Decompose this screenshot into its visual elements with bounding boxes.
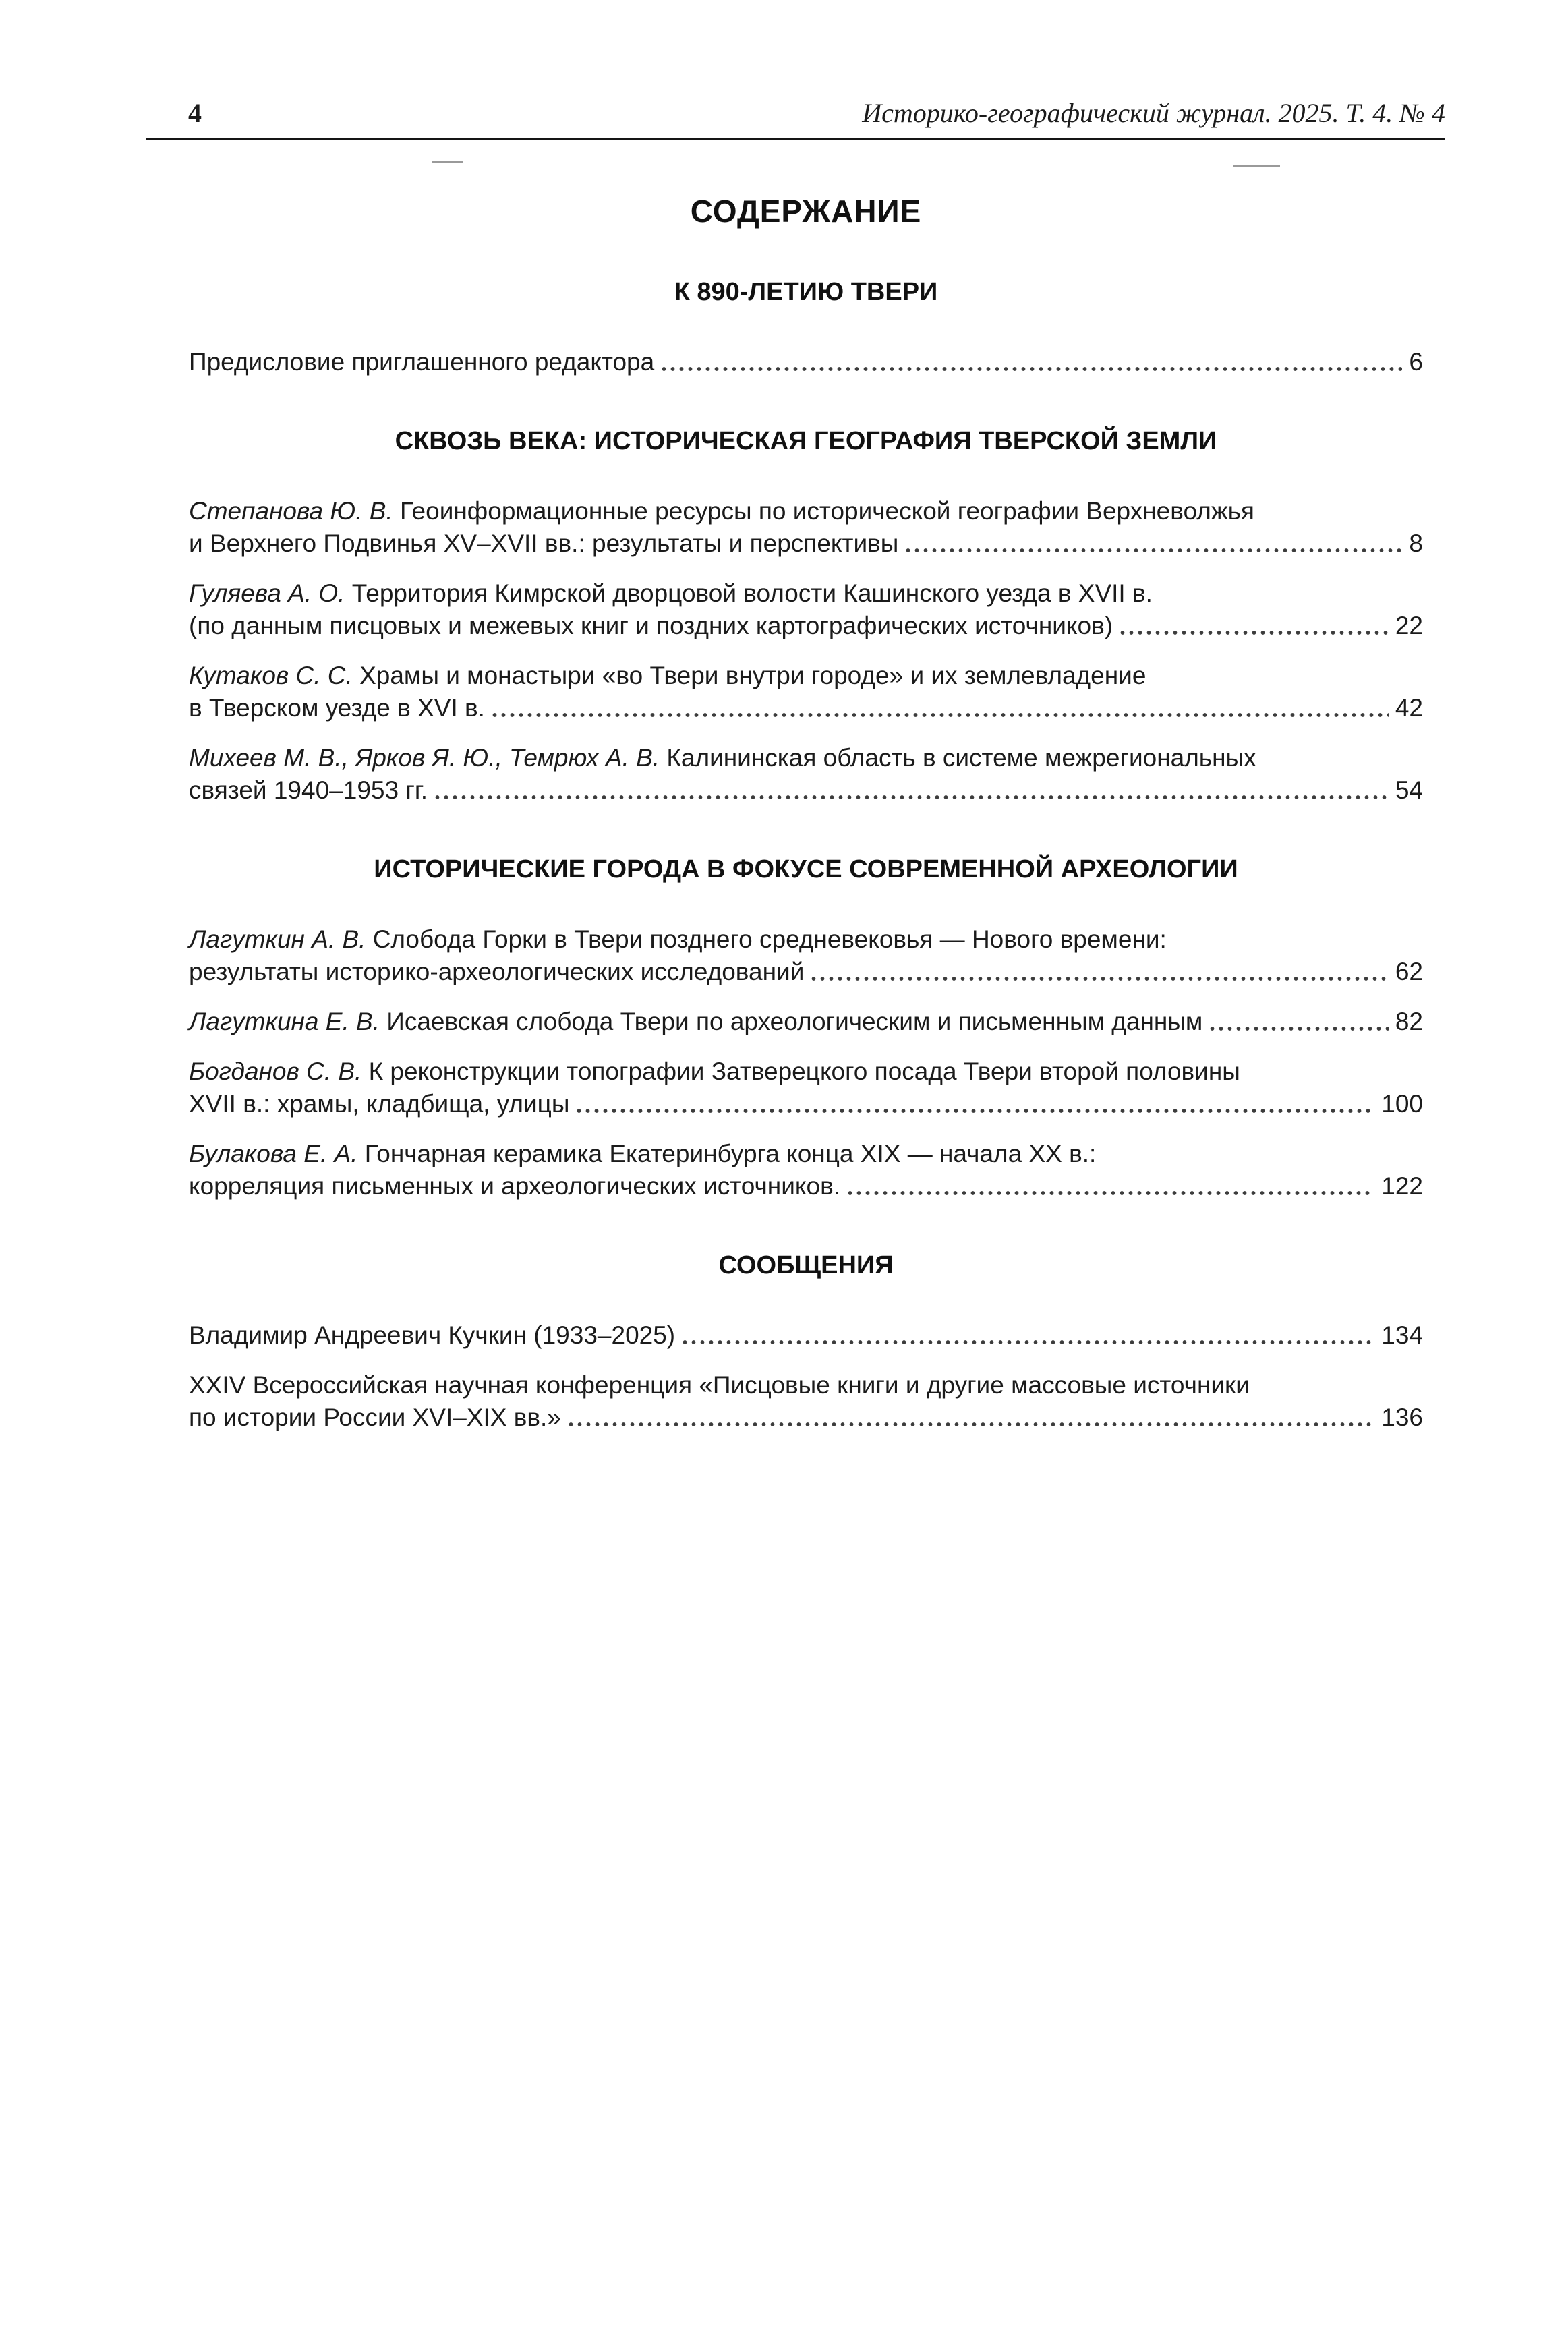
toc-entry [189, 1369, 1423, 1434]
entry-page-number: 6 [1409, 348, 1423, 376]
section-heading: СКВОЗЬ ВЕКА: ИСТОРИЧЕСКАЯ ГЕОГРАФИЯ ТВЕРСКОЙ ЗЕМЛИ [395, 427, 1217, 455]
section-heading: К 890-ЛЕТИЮ ТВЕРИ [674, 278, 938, 306]
toc-sections [189, 278, 1423, 1434]
dot-leader [809, 956, 1388, 988]
dot-leader [1118, 610, 1389, 642]
entry-text: XVII в.: храмы, кладбища, улицы [189, 1090, 570, 1118]
entry-authors: Гуляева А. О. [189, 579, 352, 607]
entry-line [189, 774, 1423, 807]
entry-page-number: 82 [1395, 1008, 1423, 1035]
entry-text: Гуляева А. О. Территория Кимрской дворцовой волости Кашинского уезда в XVII в. [189, 579, 1153, 607]
dot-leader [490, 692, 1389, 724]
entry-authors: Лагуткин А. В. [189, 925, 373, 953]
toc-entry [189, 1056, 1423, 1120]
toc-section [189, 427, 1423, 807]
entry-line [189, 1170, 1423, 1203]
dot-leader [567, 1402, 1374, 1434]
entry-text: (по данным писцовых и межевых книг и поздних картографических источников) [189, 612, 1113, 639]
toc-entry [189, 1138, 1423, 1203]
entry-text: Кутаков С. С. Храмы и монастыри «во Твери внутри городе» и их землевладение [189, 662, 1146, 689]
entry-text: XXIV Всероссийская научная конференция «Писцовые книги и другие массовые источники [189, 1371, 1250, 1399]
toc-entry [189, 577, 1423, 642]
entry-line [189, 923, 1423, 956]
entry-page-number: 100 [1381, 1090, 1423, 1118]
entry-text: Степанова Ю. В. Геоинформационные ресурсы по исторической географии Верхневолжья [189, 497, 1254, 525]
entry-text: в Тверском уезде в XVI в. [189, 694, 485, 722]
entry-line [189, 346, 1423, 378]
entry-page-number: 22 [1395, 612, 1423, 639]
entry-line [189, 956, 1423, 988]
entry-text: результаты историко-археологических исследований [189, 958, 805, 985]
dot-leader [433, 774, 1389, 807]
toc-entry [189, 923, 1423, 988]
entry-authors: Лагуткина Е. В. [189, 1008, 387, 1035]
entry-authors: Степанова Ю. В. [189, 497, 400, 525]
entry-authors: Богданов С. В. [189, 1058, 369, 1085]
entry-text: Владимир Андреевич Кучкин (1933–2025) [189, 1321, 676, 1349]
toc-section [189, 1251, 1423, 1434]
dot-leader [846, 1170, 1374, 1203]
section-entries [189, 346, 1423, 378]
entry-text: Михеев М. В., Ярков Я. Ю., Темрюх А. В. Калининская область в системе межрегиональных [189, 744, 1256, 772]
entry-page-number: 122 [1381, 1172, 1423, 1200]
toc-entry [189, 1006, 1423, 1038]
entry-text: по истории России XVI–XIX вв.» [189, 1404, 561, 1431]
entry-authors: Кутаков С. С. [189, 662, 360, 689]
section-heading: СООБЩЕНИЯ [718, 1251, 894, 1279]
toc-section [189, 278, 1423, 378]
entry-line [189, 1138, 1423, 1170]
section-entries [189, 1319, 1423, 1434]
entry-line [189, 692, 1423, 724]
entry-text: Предисловие приглашенного редактора [189, 348, 655, 376]
section-entries [189, 495, 1423, 807]
entry-line [189, 1402, 1423, 1434]
dot-leader [1208, 1006, 1388, 1038]
entry-line [189, 660, 1423, 692]
entry-page-number: 54 [1395, 776, 1423, 804]
entry-line [189, 527, 1423, 560]
entry-page-number: 62 [1395, 958, 1423, 985]
entry-text: связей 1940–1953 гг. [189, 776, 428, 804]
toc-entry [189, 742, 1423, 807]
page-header [146, 100, 1445, 140]
journal-header-title: Историко-географический журнал. 2025. Т. 4. № 4 [862, 98, 1445, 128]
entry-text: Лагуткин А. В. Слобода Горки в Твери позднего средневековья — Нового времени: [189, 925, 1167, 953]
section-heading: ИСТОРИЧЕСКИЕ ГОРОДА В ФОКУСЕ СОВРЕМЕННОЙ АРХЕОЛОГИИ [374, 855, 1238, 884]
entry-page-number: 42 [1395, 694, 1423, 722]
entry-authors: Булакова Е. А. [189, 1140, 365, 1168]
scan-artifact [432, 161, 463, 163]
dot-leader [680, 1319, 1374, 1352]
page-number: 4 [188, 98, 202, 128]
entry-line [189, 577, 1423, 610]
entry-page-number: 136 [1381, 1404, 1423, 1431]
entry-line [189, 1369, 1423, 1402]
toc-title: СОДЕРЖАНИЕ [690, 194, 922, 229]
entry-authors: Михеев М. В., Ярков Я. Ю., Темрюх А. В. [189, 744, 667, 772]
entry-text: и Верхнего Подвинья XV–XVII вв.: результаты и перспективы [189, 529, 899, 557]
toc-entry [189, 660, 1423, 724]
entry-line [189, 1056, 1423, 1088]
toc-content [189, 193, 1423, 1451]
entry-text: Булакова Е. А. Гончарная керамика Екатеринбурга конца XIX — начала XX в.: [189, 1140, 1097, 1168]
entry-line [189, 1006, 1423, 1038]
dot-leader [575, 1088, 1374, 1120]
entry-line [189, 610, 1423, 642]
entry-line [189, 1319, 1423, 1352]
entry-line [189, 495, 1423, 527]
entry-text: корреляция письменных и археологических источников. [189, 1172, 841, 1200]
dot-leader [904, 527, 1402, 560]
scan-artifact [1233, 165, 1280, 167]
dot-leader [660, 346, 1402, 378]
entry-text: Богданов С. В. К реконструкции топографии Затверецкого посада Твери второй половины [189, 1058, 1240, 1085]
entry-page-number: 8 [1409, 529, 1423, 557]
entry-text: Лагуткина Е. В. Исаевская слобода Твери по археологическим и письменным данным [189, 1008, 1203, 1035]
toc-entry [189, 1319, 1423, 1352]
toc-section [189, 855, 1423, 1203]
toc-entry [189, 346, 1423, 378]
entry-line [189, 1088, 1423, 1120]
entry-line [189, 742, 1423, 774]
entry-page-number: 134 [1381, 1321, 1423, 1349]
toc-entry [189, 495, 1423, 560]
section-entries [189, 923, 1423, 1203]
